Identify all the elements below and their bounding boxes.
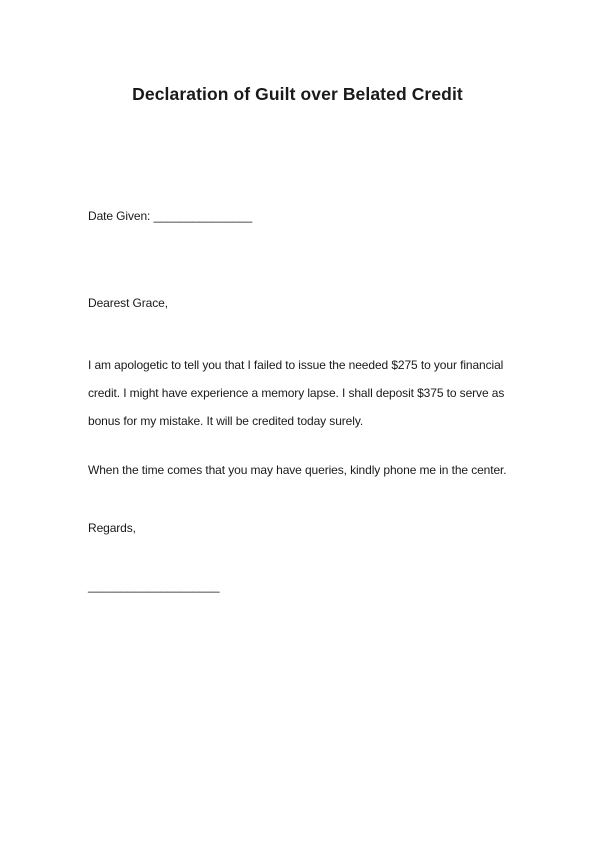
body-paragraph-1 — [88, 351, 513, 435]
greeting: Dearest Grace, — [88, 296, 168, 310]
date-given-line: Date Given: _______________ — [88, 209, 253, 223]
closing: Regards, — [88, 521, 136, 535]
body-paragraph-2: When the time comes that you may have queries, kindly phone me in the center. — [88, 463, 507, 477]
paragraph-line: bonus for my mistake. It will be credited today surely. — [88, 414, 364, 428]
document-title: Declaration of Guilt over Belated Credit — [132, 84, 463, 104]
signature-line: ____________________ — [88, 579, 220, 593]
paragraph-line: credit. I might have experience a memory lapse. I shall deposit $375 to serve as — [88, 386, 505, 400]
paragraph-line: I am apologetic to tell you that I failed to issue the needed $275 to your financial — [88, 358, 504, 372]
